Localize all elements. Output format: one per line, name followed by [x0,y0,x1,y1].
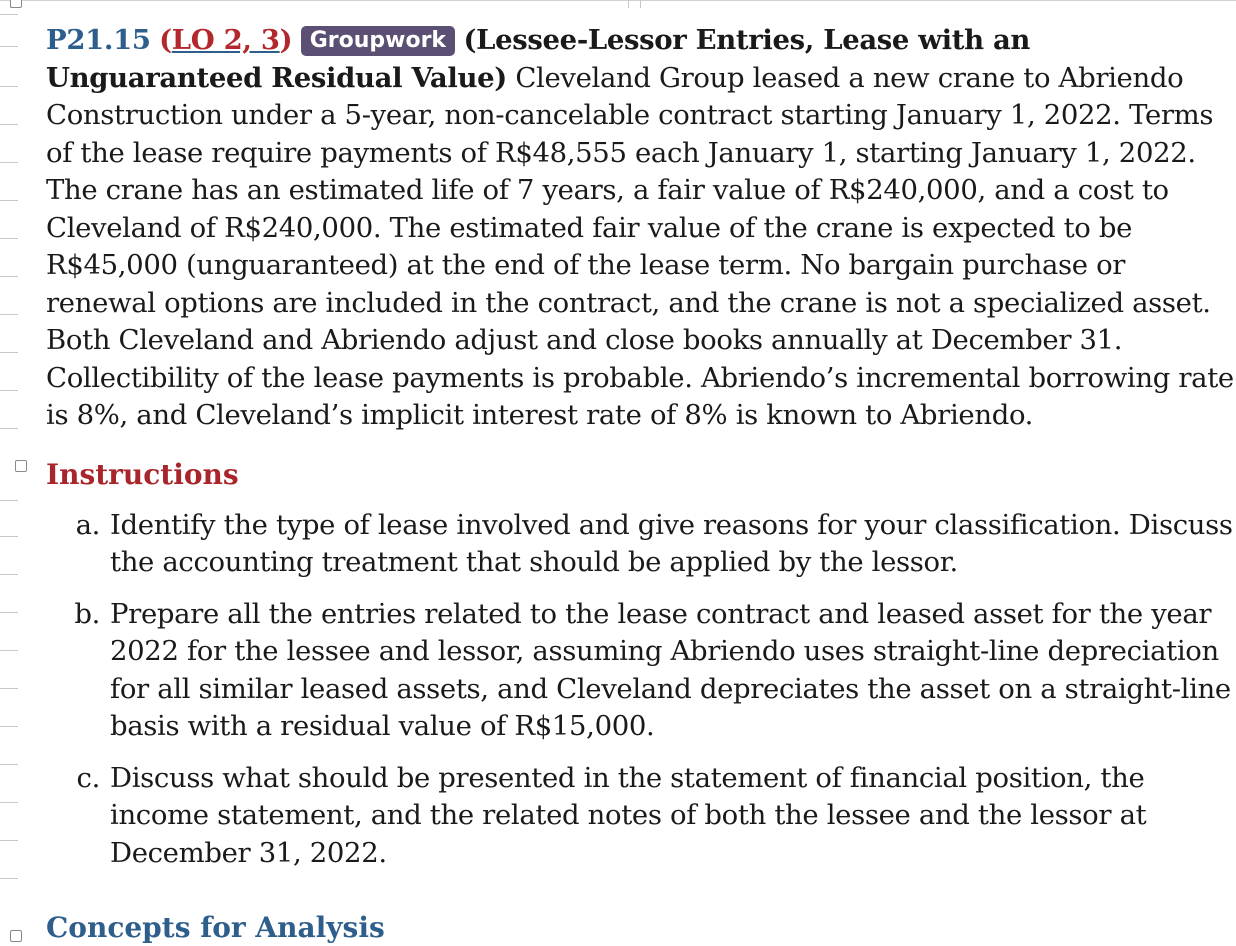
ruler-tick [0,500,18,501]
ruler-tick [0,650,18,651]
top-mark [640,0,641,8]
ruler-tick [0,162,18,163]
ruler-tick [0,428,18,429]
ruler-tick [0,46,18,47]
ruler-tick [0,612,18,613]
top-rule [0,0,1236,1]
top-mark [628,0,629,8]
instruction-text: Identify the type of lease involved and give reasons for your classification. Discuss the accounting treatment that should be applied by the lessor. [110,508,1233,578]
problem-number: P21.15 [46,24,151,56]
groupwork-badge: Groupwork [301,26,455,56]
ruler-tick [0,86,18,87]
problem-content [46,22,1236,886]
ruler-tick [0,840,18,841]
ruler-tick [0,238,18,239]
instruction-text: Discuss what should be presented in the statement of financial position, the income statement, and the related notes of both the lessee and the lessor at December 31, 2022. [110,761,1147,869]
instruction-item [46,760,1236,873]
ruler-tick [0,352,18,353]
ruler-tick [0,314,18,315]
instruction-letter: b. [74,597,100,630]
ruler-tick [0,276,18,277]
instruction-letter: a. [75,508,100,541]
left-margin-ruler [0,0,40,942]
margin-checkbox[interactable] [10,0,22,8]
problem-title: (Lessee-Lessor Entries, Lease with an Unguaranteed Residual Value) [46,24,1031,94]
next-section-heading: Concepts for Analysis [46,911,385,944]
ruler-tick [0,802,18,803]
problem-paragraph [46,22,1236,435]
instruction-letter: c. [76,761,100,794]
learning-objectives-link[interactable]: LO 2, 3 [171,24,280,56]
lo-open-paren: ( [159,24,172,56]
instruction-text: Prepare all the entries related to the lease contract and leased asset for the year 2022 for the lessee and lessor, assuming Abriendo uses straight-line depreciation for all similar leased assets, and Cleveland depreciates the asset on a straight-line basis with a residual value of R$15,000. [110,597,1231,742]
ruler-tick [0,200,18,201]
ruler-tick [0,124,18,125]
ruler-tick [0,14,18,15]
ruler-tick [0,764,18,765]
ruler-tick [0,574,18,575]
ruler-tick [0,536,18,537]
ruler-tick [0,726,18,727]
ruler-tick [0,390,18,391]
ruler-tick [0,878,18,879]
instruction-item [46,596,1236,746]
ruler-tick [0,688,18,689]
instructions-heading: Instructions [46,457,239,491]
instruction-item [46,507,1236,582]
instructions-list [46,507,1236,873]
learning-objectives [159,24,292,56]
margin-checkbox[interactable] [10,930,22,942]
problem-body: Cleveland Group leased a new crane to Abriendo Construction under a 5-year, non-cancelable contract starting January 1, 2022. Terms of the lease require payments of R$48,555 each January 1, starting January 1, 2022. The crane has an estimated life of 7 years, a fair value of R$240,000, and a cost to Cleveland of R$240,000. The estimated fair value of the crane is expected to be R$45,000 (unguaranteed) at the end of the lease term. No bargain purchase or renewal options are included in the contract, and the crane is not a specialized asset. Both Cleveland and Abriendo adjust and close books annually at December 31. Collectibility of the lease payments is probable. Abriendo’s incremental borrowing rate is 8%, and Cleveland’s implicit interest rate of 8% is known to Abriendo. [46,61,1234,431]
margin-checkbox[interactable] [15,460,27,472]
lo-close-paren: ) [279,24,293,56]
